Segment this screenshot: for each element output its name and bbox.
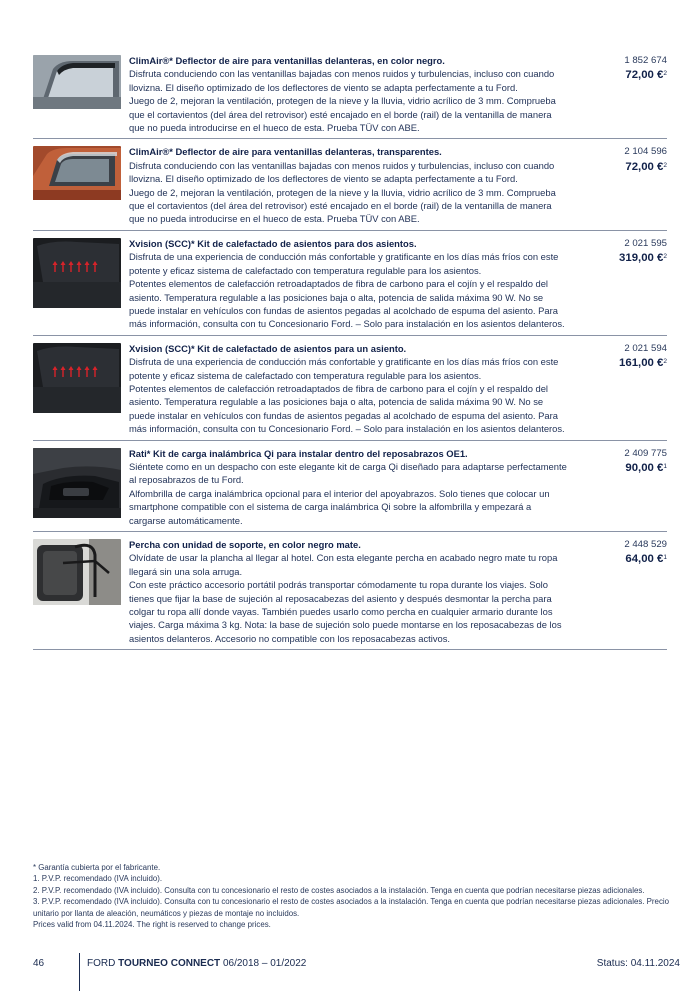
product-price: 161,00 €$^2$ — [619, 357, 667, 370]
product-description: Disfruta conduciendo con las ventanillas bajadas con menos ruidos y turbulencias, incluso con cuando llovizna. El diseño optimizado de los deflectores de viento se adapta perfectamente a tu Ford. Juego de 2, mejoran la ventilación, protegen de la nieve y la lluvia, vidrio acrílico de 3 mm. Comprueba que el cortavientos (del área del retrovisor) esté encajado en el borde (rail) de la ventanilla de manera que no pueda introducirse en el hueco de esta. Prueba TÜV con ABE. — [129, 68, 556, 134]
product-row — [33, 139, 667, 230]
status-date: Status: 04.11.2024 — [596, 958, 680, 969]
page-footer — [33, 955, 680, 975]
product-list — [33, 48, 667, 650]
product-image-coat-hanger — [33, 539, 121, 645]
product-code: 1 852 674 — [624, 55, 667, 66]
product-price: 72,00 €$^2$ — [625, 69, 667, 82]
price-footnote-ref: 2 — [663, 358, 667, 366]
product-code: 2 021 595 — [624, 237, 667, 249]
footnote: * Garantía cubierta por el fabricante. — [33, 863, 161, 872]
product-price: 90,00 €$^1$ — [625, 461, 667, 474]
product-row — [33, 336, 667, 441]
product-image-window-deflector-clear — [33, 146, 121, 225]
footnote: 3. P.V.P. recomendado (IVA incluido). Consulta con tu concesionario el resto de costes asociados a la instalación. Tenga en cuenta que podrían necesitarse piezas adicionales. Precio unitario por llanta de aleación, neumáticos y piezas de montaje no incluidos. — [33, 897, 670, 918]
document-reference — [87, 958, 306, 969]
product-price: 64,00 €$^1$ — [625, 553, 667, 566]
product-code: 2 448 529 — [624, 539, 667, 550]
product-price: 72,00 €$^2$ — [625, 160, 667, 173]
model-period: 06/2018 – 01/2022 — [222, 958, 307, 969]
product-row — [33, 48, 667, 139]
brand-name: FORD — [87, 958, 116, 969]
price-footnote-ref: 2 — [663, 253, 667, 261]
product-description: Siéntete como en un despacho con este elegante kit de carga Qi diseñado para adaptarse perfectamente al reposabrazos de tu Ford. Alfombrilla de carga inalámbrica opcional para el interior del apoyabrazos. Solo tienes que colocar un smartphone compatible con el sistema de carga inalámbrica Qi sobre la alfombrilla y empezará a cargarse automáticamente. — [129, 460, 567, 526]
product-description: Disfruta de una experiencia de conducción más confortable y gratificante en los días más fríos con este potente y eficaz sistema de calefactado con temperatura regulable para los asientos. Potentes elementos de calefacción retroadaptados de fibra de carbono para el cojín y el respaldo del asiento. Temperatura regulable a las posiciones baja o alta, potencia de salida máxima 90 W. No se puede instalar en vehículos con fundas de asientos pegadas al acolchado de espuma del asiento. Para más información, consulta con tu Concesionario Ford. – Solo para instalación en los asientos delanteros. — [129, 251, 565, 330]
product-title: Xvision (SCC)* Kit de calefactado de asientos para un asiento. — [129, 342, 407, 354]
product-title: ClimAir®* Deflector de aire para ventanillas delanteras, transparentes. — [129, 146, 442, 158]
product-image-window-deflector-black — [33, 55, 121, 134]
price-footnote-ref: 1 — [663, 554, 667, 562]
product-description: Disfruta conduciendo con las ventanillas bajadas con menos ruidos y turbulencias, incluso con cuando llovizna. El diseño optimizado de los deflectores de viento se adapta perfectamente a tu Ford. Juego de 2, mejoran la ventilación, protegen de la nieve y la lluvia, vidrio acrílico de 3 mm. Comprueba que el cortavientos (del área del retrovisor) esté encajado en el borde (rail) de la ventanilla de manera que no pueda introducirse en el hueco de esta. Prueba TÜV con ABE. — [129, 159, 556, 225]
product-code: 2 104 596 — [624, 146, 667, 158]
product-title: Xvision (SCC)* Kit de calefactado de asientos para dos asientos. — [129, 237, 417, 249]
price-footnote-ref: 2 — [663, 70, 667, 78]
product-price: 319,00 €$^2$ — [619, 252, 667, 265]
product-image-heated-seat — [33, 343, 121, 436]
product-image-heated-seat — [33, 238, 121, 331]
price-footnote-ref: 2 — [663, 161, 667, 169]
product-row — [33, 441, 667, 532]
product-title: Percha con unidad de soporte, en color negro mate. — [129, 539, 361, 550]
product-description: Disfruta de una experiencia de conducción más confortable y gratificante en los días más fríos con este potente y eficaz sistema de calefactado con temperatura regulable para los asientos. Potentes elementos de calefacción retroadaptados de fibra de carbono para el cojín y el respaldo del asiento. Temperatura regulable a las posiciones baja o alta, potencia de salida máxima 90 W. No se puede instalar en vehículos con fundas de asientos pegadas al acolchado de espuma del asiento. Para más información, consulta con tu Concesionario Ford. – Solo para instalación en los asientos delanteros. — [129, 356, 565, 435]
product-row — [33, 231, 667, 336]
product-row — [33, 532, 667, 650]
product-description: Olvídate de usar la plancha al llegar al hotel. Con esta elegante percha en acabado negro mate tu ropa llegará sin una sola arruga. Con este práctico accesorio portátil podrás transportar cómodamente tu ropa durante los viajes. Solo tienes que fijar la base de sujeción al reposacabezas del asiento y después desmontar la percha para colgar tu ropa allí donde vayas. También puedes usarlo como percha en cualquier armario durante los viajes. Carga máxima 3 kg. Nota: la base de sujeción solo puede montarse en los reposacabezas de los asientos delanteros. Accesorio no compatible con los reposacabezas activos. — [129, 552, 562, 644]
footnote: 2. P.V.P. recomendado (IVA incluido). Consulta con tu concesionario el resto de costes asociados a la instalación. Tenga en cuenta que podrían necesitarse piezas adicionales. — [33, 885, 645, 895]
page-number: 46 — [33, 958, 45, 969]
price-footnote-ref: 1 — [663, 462, 667, 470]
product-title: Rati* Kit de carga inalámbrica Qi para instalar dentro del reposabrazos OE1. — [129, 447, 468, 459]
footnotes — [33, 862, 673, 930]
product-image-armrest-charger — [33, 448, 121, 527]
model-name: TOURNEO CONNECT — [118, 958, 221, 969]
product-code: 2 021 594 — [624, 342, 667, 354]
product-code: 2 409 775 — [624, 447, 667, 459]
footnote: Prices valid from 04.11.2024. The right is reserved to change prices. — [33, 920, 271, 930]
footer-divider — [79, 953, 80, 991]
product-title: ClimAir®* Deflector de aire para ventanillas delanteras, en color negro. — [129, 55, 445, 66]
footnote: 1. P.V.P. recomendado (IVA incluido). — [33, 874, 163, 884]
